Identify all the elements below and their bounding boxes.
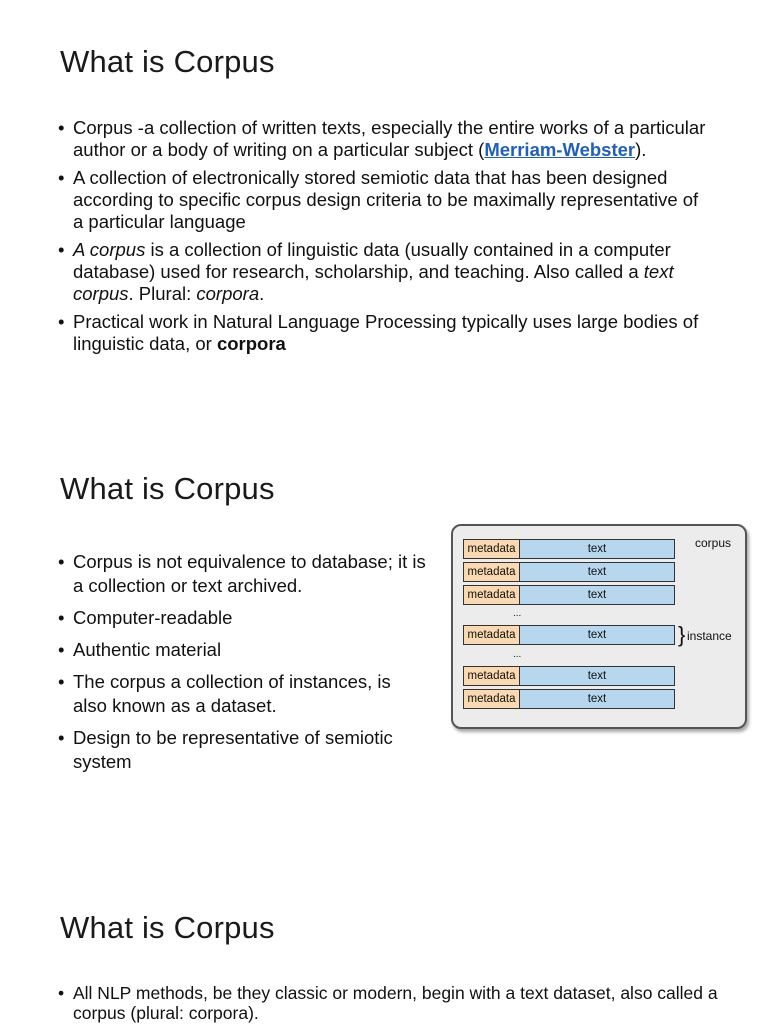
- diagram-row: [463, 562, 675, 582]
- ellipsis: ...: [513, 608, 522, 619]
- corpus-diagram: [451, 524, 747, 729]
- bullet-item: [58, 117, 708, 161]
- bullet-item: [58, 167, 708, 233]
- bullet-text: .: [259, 283, 265, 304]
- metadata-cell: metadata: [463, 666, 519, 686]
- instance-label: instance: [687, 629, 732, 643]
- slide-1-title: What is Corpus: [60, 44, 275, 79]
- bullet-text: Corpus -a collection of written texts, especially the entire works of a particular author or a body of writing on a particular subject (: [73, 117, 706, 160]
- bullet-item: • Computer-readable: [58, 606, 428, 630]
- slide-2-title: What is Corpus: [60, 471, 275, 506]
- text-cell: text: [519, 562, 675, 582]
- diagram-row: [463, 666, 675, 686]
- bullet-text-italic: text corpus: [73, 261, 674, 304]
- ellipsis: ...: [513, 649, 522, 660]
- bullet-item: • Design to be representative of semiotic system: [58, 726, 428, 774]
- text-cell: text: [519, 689, 675, 709]
- bullet-item: [58, 311, 708, 355]
- bullet-text-italic: A corpus: [73, 239, 146, 260]
- slide-3-title: What is Corpus: [60, 910, 275, 945]
- bullet-text: A collection of electronically stored semiotic data that has been designed according to specific corpus design criteria to be maximally representative of a particular language: [73, 167, 699, 232]
- metadata-cell: metadata: [463, 689, 519, 709]
- slide-2-bullet-list: [58, 550, 428, 782]
- slide-1-bullet-list: [58, 117, 708, 361]
- text-cell: text: [519, 585, 675, 605]
- diagram-row: [463, 585, 675, 605]
- bullet-item: • The corpus a collection of instances, is also known as a dataset.: [58, 670, 428, 718]
- metadata-cell: metadata: [463, 562, 519, 582]
- metadata-cell: metadata: [463, 539, 519, 559]
- corpus-label: corpus: [694, 536, 731, 550]
- text-cell: text: [519, 625, 675, 645]
- diagram-row: [463, 689, 675, 709]
- bullet-item: • Authentic material: [58, 638, 428, 662]
- bullet-text: Practical work in Natural Language Processing typically uses large bodies of linguistic data, or: [73, 311, 699, 354]
- diagram-row-instance: [463, 625, 675, 645]
- bullet-text: is a collection of linguistic data (usually contained in a computer database) used for research, scholarship, and teaching. Also called a: [73, 239, 671, 282]
- text-cell: text: [519, 666, 675, 686]
- metadata-cell: metadata: [463, 625, 519, 645]
- metadata-cell: metadata: [463, 585, 519, 605]
- bullet-text-italic: corpora: [196, 283, 260, 304]
- bullet-item: [58, 239, 708, 305]
- bullet-item: • All NLP methods, be they classic or modern, begin with a text dataset, also called a corpus (plural: corpora).: [58, 983, 718, 1023]
- instance-brace: }: [678, 622, 686, 647]
- bullet-text-bold: corpora: [216, 333, 286, 354]
- bullet-text: . Plural:: [128, 283, 197, 304]
- bullet-item: • Corpus is not equivalence to database; it is a collection or text archived.: [58, 550, 428, 598]
- bullet-text: ).: [635, 139, 647, 160]
- diagram-row: [463, 539, 675, 559]
- slide-3-bullet-list: [58, 983, 718, 1029]
- merriam-webster-link[interactable]: Merriam-Webster: [484, 139, 636, 160]
- text-cell: text: [519, 539, 675, 559]
